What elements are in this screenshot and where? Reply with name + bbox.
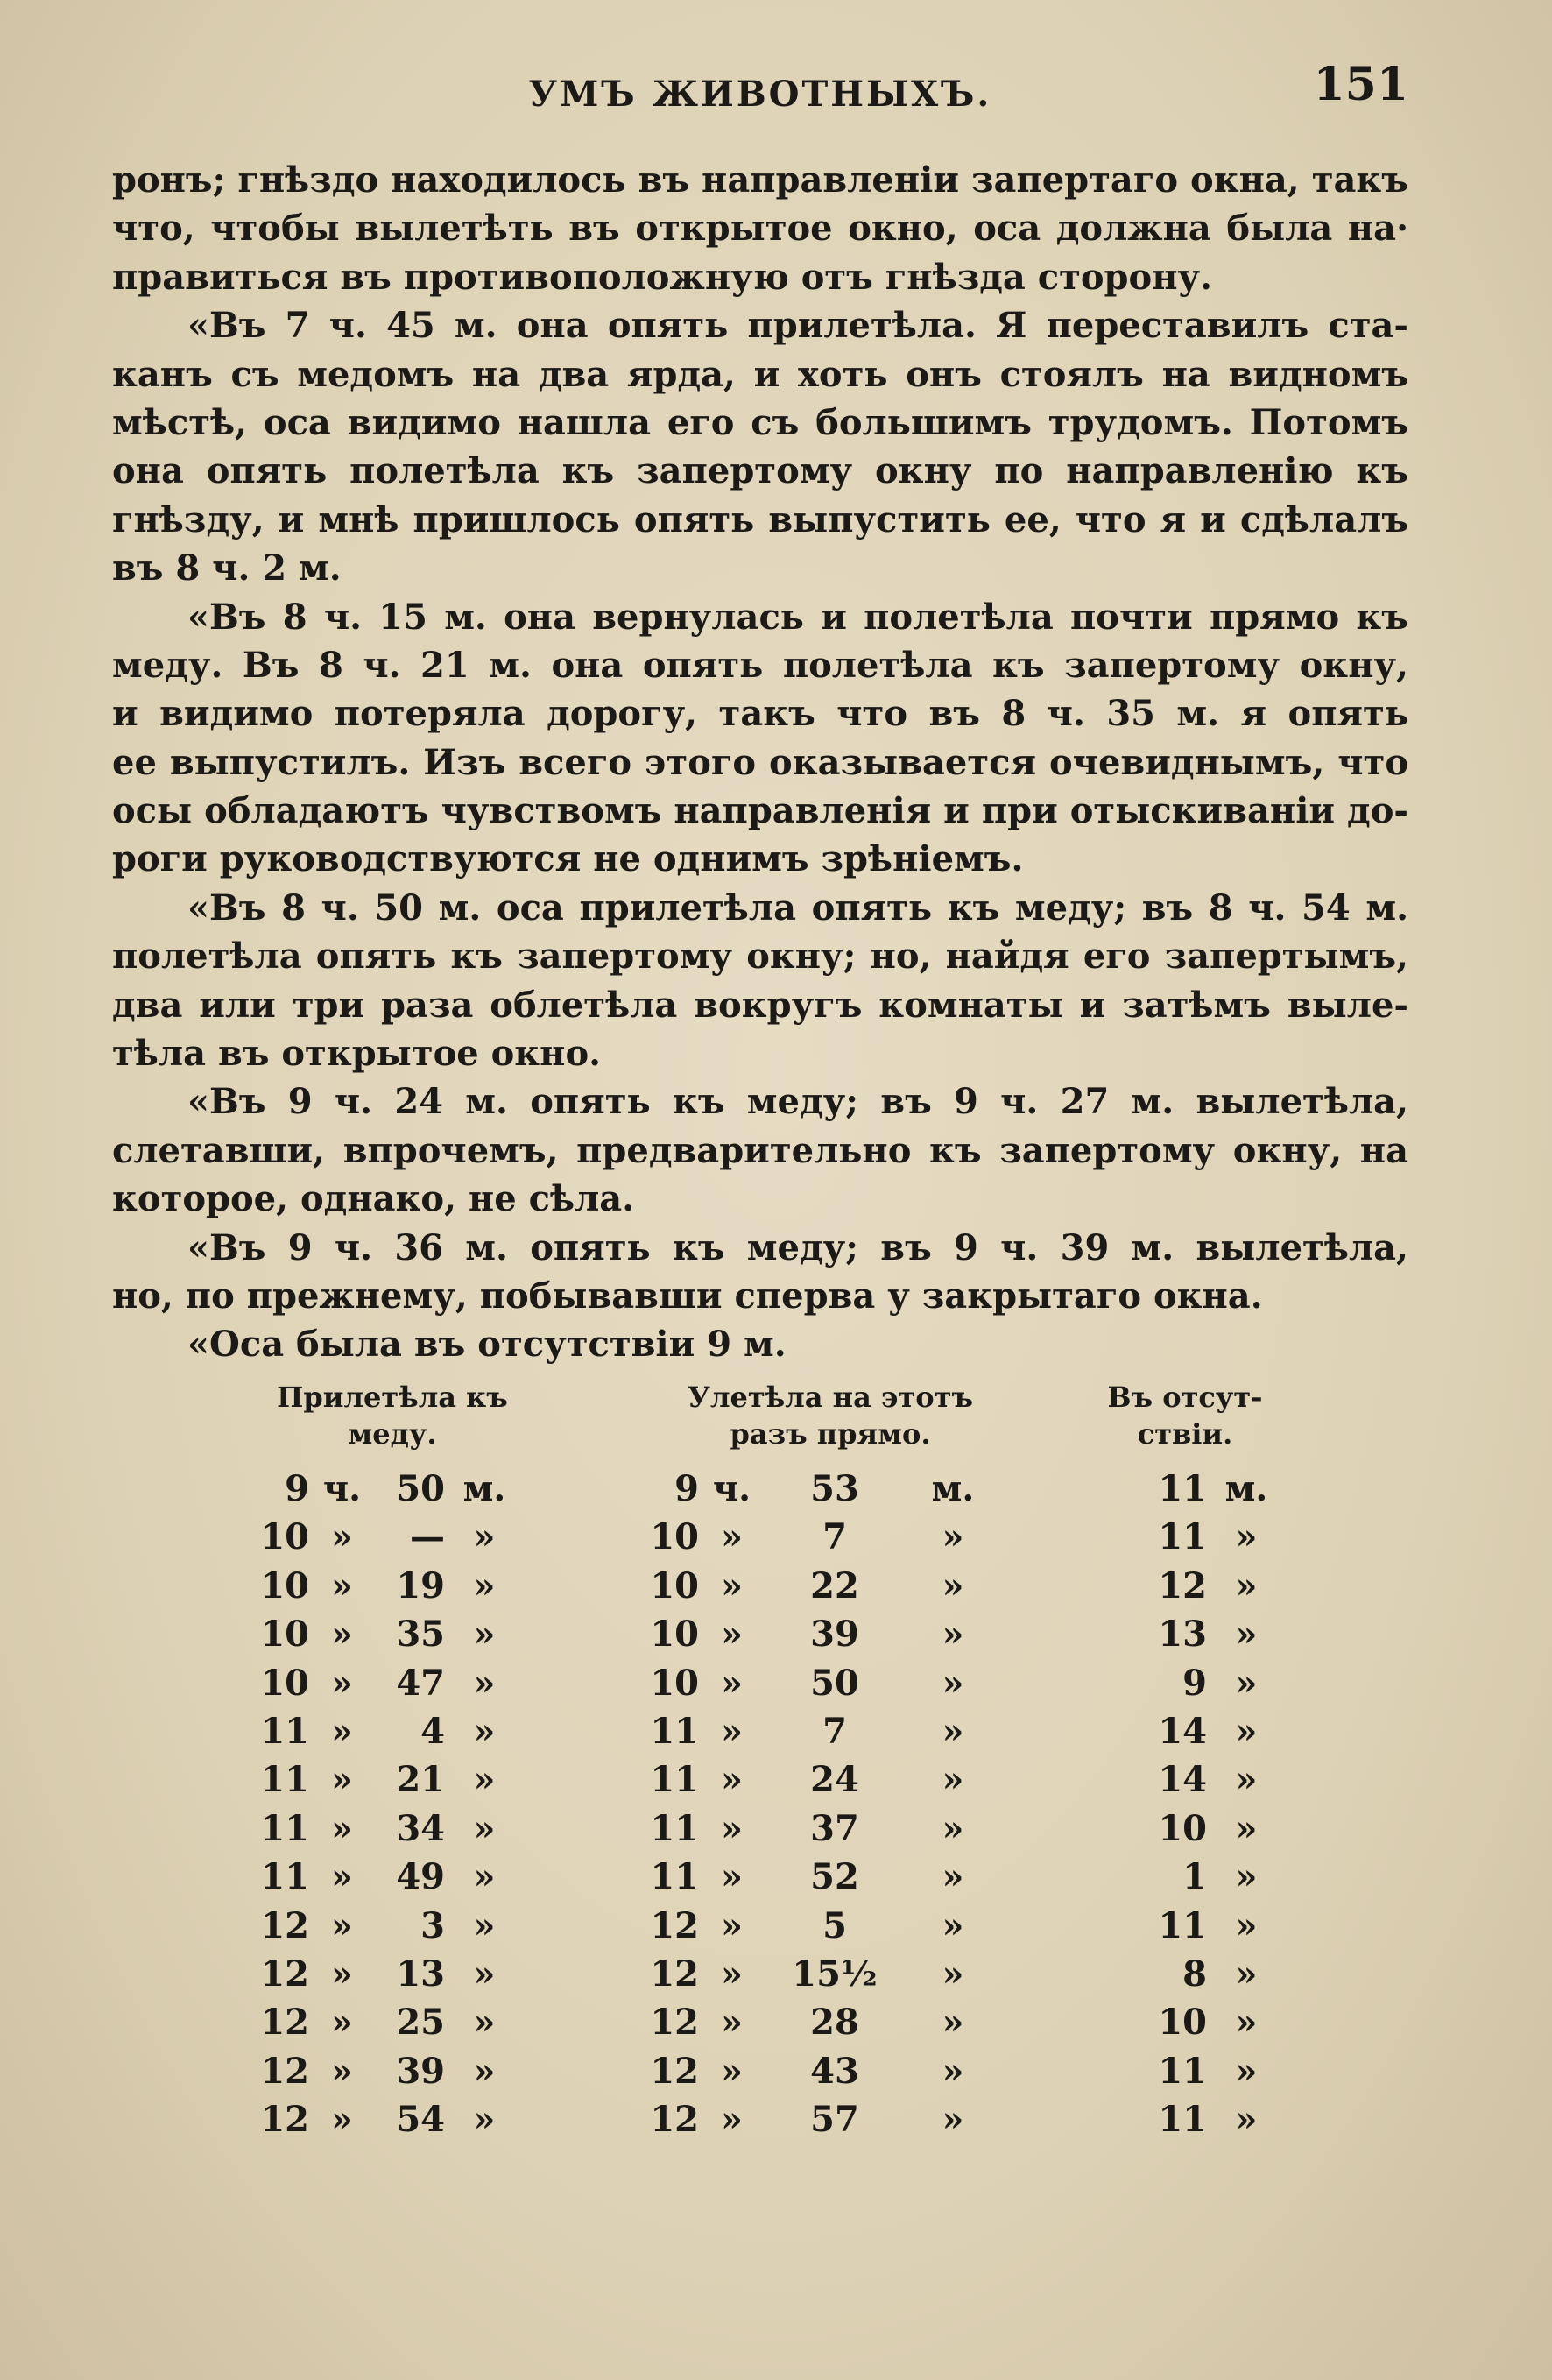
table-row	[112, 1562, 1408, 1610]
table-cell: 9	[285, 1468, 309, 1509]
table-cell: »	[331, 1953, 353, 1995]
table-cell: »	[721, 1516, 743, 1558]
text-line: тѣла въ открытое окно.	[112, 1033, 602, 1075]
table-cell: 9	[1182, 1662, 1207, 1704]
table-cell: 11	[1158, 1904, 1207, 1946]
text-line: меду. Въ 8 ч. 21 м. она опять полетѣла къ запертому окну,	[112, 644, 1408, 686]
table-row	[112, 1755, 1408, 1804]
text-line: гнѣзду, и мнѣ пришлось опять выпустить ее, что я и сдѣлалъ	[112, 498, 1408, 540]
table-cell: 12	[260, 2002, 309, 2044]
table-cell: »	[942, 1807, 964, 1849]
table-cell: 37	[810, 1807, 859, 1849]
table-cell: »	[721, 1564, 743, 1607]
table-cell: »	[1235, 2099, 1258, 2141]
table-row	[112, 1998, 1408, 2046]
table-row	[112, 1902, 1408, 1950]
text-line: «Въ 8 ч. 50 м. оса прилетѣла опять къ меду; въ 8 ч. 54 м.	[187, 886, 1408, 929]
table-cell: »	[473, 2099, 496, 2141]
table-cell: »	[1235, 1953, 1258, 1995]
table-cell: »	[331, 1759, 353, 1801]
table-cell: »	[331, 1904, 353, 1946]
table-cell: »	[1235, 1662, 1258, 1704]
column-header-arrived: Прилетѣла къ меду.	[277, 1381, 508, 1451]
table-cell: »	[1235, 1807, 1258, 1849]
table-cell: »	[721, 1614, 743, 1656]
table-cell: 13	[396, 1953, 445, 1995]
table-row	[112, 2047, 1408, 2095]
table-row	[112, 1950, 1408, 1998]
table-cell: 5	[822, 1904, 847, 1946]
table-row	[112, 1513, 1408, 1561]
table-cell: »	[1235, 1614, 1258, 1656]
table-cell: —	[410, 1516, 445, 1558]
table-cell: 11	[650, 1807, 699, 1849]
table-cell: »	[1235, 2002, 1258, 2044]
table-cell: »	[721, 1807, 743, 1849]
table-cell: »	[473, 1564, 496, 1607]
table-cell: »	[942, 1564, 964, 1607]
table-cell: »	[721, 2002, 743, 2044]
table-cell: »	[473, 1662, 496, 1704]
table-cell: м.	[462, 1468, 506, 1509]
table-cell: 1	[1182, 1856, 1207, 1898]
table-cell: »	[942, 1856, 964, 1898]
table-cell: »	[942, 2002, 964, 2044]
table-row	[112, 1707, 1408, 1755]
table-cell: 10	[650, 1516, 699, 1558]
table-cell: »	[1235, 1564, 1258, 1607]
table-row	[112, 1659, 1408, 1707]
table-cell: »	[1235, 1710, 1258, 1752]
table-cell: »	[331, 2099, 353, 2141]
body-text	[112, 156, 1408, 1369]
table-cell: 11	[650, 1759, 699, 1801]
table-cell: »	[473, 1759, 496, 1801]
table-cell: 11	[1158, 2050, 1207, 2092]
table-cell: 9	[674, 1468, 699, 1509]
table-cell: 14	[1158, 1759, 1207, 1801]
table-body	[112, 1465, 1408, 2143]
table-cell: 50	[810, 1662, 859, 1704]
table-cell: »	[721, 2050, 743, 2092]
table-cell: 11	[260, 1710, 309, 1752]
table-cell: 12	[650, 1953, 699, 1995]
table-cell: 4	[420, 1710, 445, 1752]
table-cell: »	[331, 2002, 353, 2044]
table-cell: 11	[1158, 1468, 1207, 1509]
table-cell: »	[473, 1856, 496, 1898]
table-cell: »	[942, 1759, 964, 1801]
text-line: но, по прежнему, побывавши сперва у закрытаго окна.	[112, 1275, 1263, 1317]
table-cell: »	[942, 1516, 964, 1558]
table-cell: 10	[1158, 2002, 1207, 2044]
table-header	[112, 1379, 1408, 1465]
table-cell: »	[473, 1710, 496, 1752]
table-cell: »	[473, 1807, 496, 1849]
text-line: два или три раза облетѣла вокругъ комнаты и затѣмъ выле-	[112, 984, 1408, 1026]
table-cell: 12	[260, 1953, 309, 1995]
table-cell: »	[721, 1953, 743, 1995]
table-cell: 35	[396, 1614, 445, 1656]
table-cell: 49	[396, 1856, 445, 1898]
page-number: 151	[1313, 58, 1408, 111]
text-line: ронъ; гнѣздо находилось въ направленіи запертаго окна, такъ	[112, 159, 1408, 201]
table-cell: 3	[420, 1904, 445, 1946]
text-line: «Оса была въ отсутствіи 9 м.	[187, 1324, 787, 1366]
column-header-absence: Въ отсут- ствіи.	[1107, 1381, 1263, 1451]
table-cell: »	[942, 1904, 964, 1946]
text-line: «Въ 8 ч. 15 м. она вернулась и полетѣла почти прямо къ	[187, 596, 1408, 638]
table-cell: »	[942, 1662, 964, 1704]
table-cell: 57	[810, 2099, 859, 2141]
table-cell: »	[1235, 1856, 1258, 1898]
table-cell: »	[331, 2050, 353, 2092]
table-cell: »	[473, 1953, 496, 1995]
table-cell: 22	[810, 1564, 859, 1607]
table-cell: 53	[810, 1468, 859, 1509]
timing-table	[112, 1379, 1408, 2143]
table-cell: 7	[822, 1516, 847, 1558]
table-cell: 11	[260, 1856, 309, 1898]
table-cell: 12	[260, 1904, 309, 1946]
table-cell: 47	[396, 1662, 445, 1704]
text-line: канъ съ медомъ на два ярда, и хоть онъ стоялъ на видномъ	[112, 353, 1408, 395]
table-cell: »	[473, 2050, 496, 2092]
table-cell: 12	[650, 2099, 699, 2141]
text-line: полетѣла опять къ запертому окну; но, найдя его запертымъ,	[112, 936, 1408, 978]
table-cell: »	[473, 2002, 496, 2044]
table-cell: »	[473, 1614, 496, 1656]
table-cell: »	[1235, 1759, 1258, 1801]
table-cell: м.	[931, 1468, 975, 1509]
table-cell: 7	[822, 1710, 847, 1752]
table-cell: »	[473, 1516, 496, 1558]
text-line: ее выпустилъ. Изъ всего этого оказывается очевиднымъ, что	[112, 741, 1408, 783]
table-cell: 10	[260, 1662, 309, 1704]
table-row	[112, 2095, 1408, 2143]
table-cell: 12	[650, 2002, 699, 2044]
table-cell: »	[331, 1614, 353, 1656]
table-cell: 34	[396, 1807, 445, 1849]
table-cell: »	[721, 1662, 743, 1704]
table-row	[112, 1465, 1408, 1513]
running-head: УМЪ ЖИВОТНЫХЪ.	[528, 74, 992, 115]
table-cell: 12	[260, 2050, 309, 2092]
table-cell: 11	[1158, 1516, 1207, 1558]
text-line: правиться въ противоположную отъ гнѣзда сторону.	[112, 256, 1212, 298]
table-cell: »	[331, 1662, 353, 1704]
table-cell: »	[331, 1807, 353, 1849]
table-cell: 12	[1158, 1564, 1207, 1607]
text-line: и видимо потеряла дорогу, такъ что въ 8 ч. 35 м. я опять	[112, 693, 1408, 735]
text-line: слетавши, впрочемъ, предварительно къ запертому окну, на	[112, 1129, 1408, 1171]
table-cell: 15½	[792, 1953, 878, 1995]
table-cell: 11	[650, 1856, 699, 1898]
table-cell: »	[942, 2050, 964, 2092]
table-cell: 52	[810, 1856, 859, 1898]
table-cell: м.	[1224, 1468, 1268, 1509]
table-cell: »	[942, 1710, 964, 1752]
table-cell: 28	[810, 2002, 859, 2044]
table-cell: »	[942, 1614, 964, 1656]
text-line: «Въ 7 ч. 45 м. она опять прилетѣла. Я переставилъ ста-	[187, 305, 1408, 347]
table-cell: »	[721, 1904, 743, 1946]
text-line: роги руководствуются не однимъ зрѣніемъ.	[112, 838, 1024, 880]
table-cell: 11	[650, 1710, 699, 1752]
table-cell: 11	[260, 1759, 309, 1801]
table-cell: 10	[260, 1564, 309, 1607]
table-cell: ч.	[712, 1468, 751, 1509]
table-cell: »	[1235, 2050, 1258, 2092]
text-line: что, чтобы вылетѣть въ открытое окно, оса должна была на·	[112, 208, 1408, 250]
table-cell: »	[721, 1710, 743, 1752]
column-header-departed: Улетѣла на этотъ разъ прямо.	[688, 1381, 973, 1451]
table-cell: »	[331, 1710, 353, 1752]
table-cell: 50	[396, 1468, 445, 1509]
table-cell: »	[721, 1856, 743, 1898]
table-cell: »	[942, 1953, 964, 1995]
table-row	[112, 1853, 1408, 1901]
table-row	[112, 1804, 1408, 1853]
table-cell: 12	[650, 2050, 699, 2092]
table-cell: 11	[260, 1807, 309, 1849]
table-cell: 11	[1158, 2099, 1207, 2141]
table-cell: 12	[260, 2099, 309, 2141]
table-cell: 10	[650, 1614, 699, 1656]
table-cell: 10	[650, 1564, 699, 1607]
table-cell: »	[473, 1904, 496, 1946]
table-cell: 24	[810, 1759, 859, 1801]
table-cell: 8	[1182, 1953, 1207, 1995]
table-cell: 12	[650, 1904, 699, 1946]
table-row	[112, 1610, 1408, 1658]
table-cell: 13	[1158, 1614, 1207, 1656]
table-cell: »	[721, 1759, 743, 1801]
text-line: мѣстѣ, оса видимо нашла его съ большимъ трудомъ. Потомъ	[112, 401, 1408, 443]
table-cell: 39	[810, 1614, 859, 1656]
table-cell: 39	[396, 2050, 445, 2092]
table-cell: 10	[260, 1614, 309, 1656]
table-cell: 10	[1158, 1807, 1207, 1849]
table-cell: »	[331, 1564, 353, 1607]
text-line: «Въ 9 ч. 36 м. опять къ меду; въ 9 ч. 39 м. вылетѣла,	[187, 1226, 1408, 1268]
table-cell: »	[942, 2099, 964, 2141]
table-cell: »	[331, 1516, 353, 1558]
table-cell: »	[331, 1856, 353, 1898]
page-header	[112, 58, 1408, 128]
table-cell: 10	[650, 1662, 699, 1704]
table-cell: »	[721, 2099, 743, 2141]
text-line: въ 8 ч. 2 м.	[112, 547, 342, 590]
table-cell: ч.	[322, 1468, 362, 1509]
table-cell: 10	[260, 1516, 309, 1558]
table-cell: 43	[810, 2050, 859, 2092]
text-line: осы обладаютъ чувствомъ направленія и при отыскиваніи до-	[112, 790, 1408, 832]
text-line: которое, однако, не сѣла.	[112, 1178, 635, 1220]
text-line: она опять полетѣла къ запертому окну по направленію къ	[112, 450, 1408, 492]
table-cell: 19	[396, 1564, 445, 1607]
table-cell: »	[1235, 1904, 1258, 1946]
table-cell: 14	[1158, 1710, 1207, 1752]
text-line: «Въ 9 ч. 24 м. опять къ меду; въ 9 ч. 27 м. вылетѣла,	[187, 1081, 1408, 1123]
table-cell: 21	[396, 1759, 445, 1801]
table-cell: 25	[396, 2002, 445, 2044]
table-cell: »	[1235, 1516, 1258, 1558]
table-cell: 54	[396, 2099, 445, 2141]
